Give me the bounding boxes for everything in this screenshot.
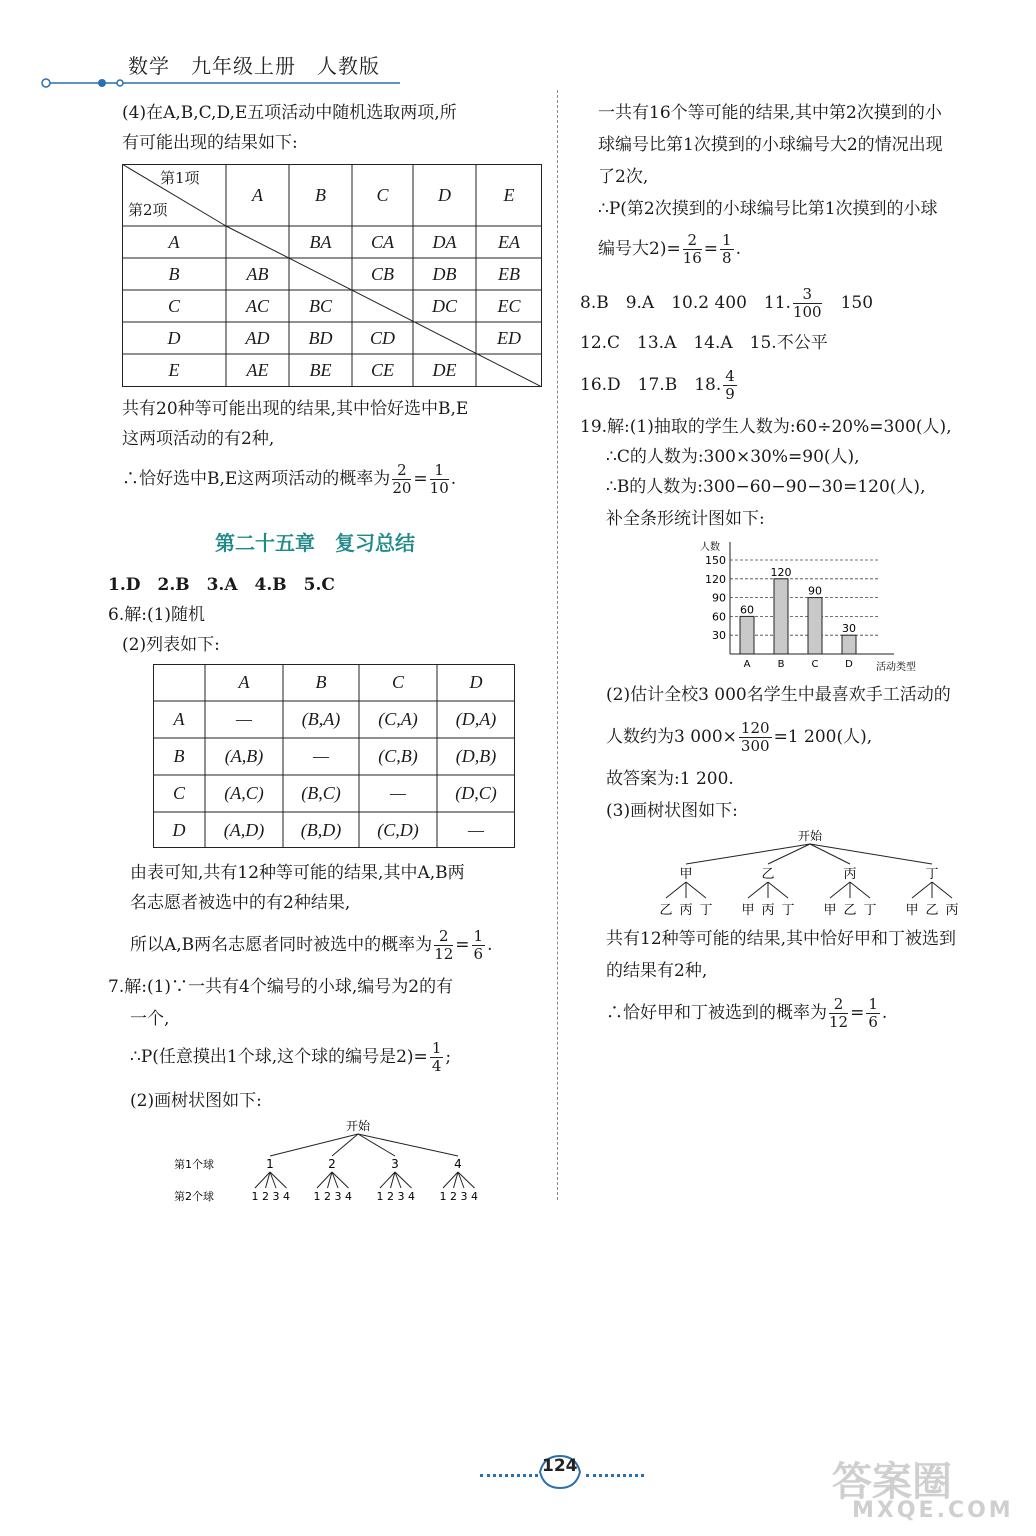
chart-ytick-label: 60 [712,610,726,624]
tree1-level2-node: 3 [334,1190,342,1203]
tree2-level2-node: 甲 [905,903,919,918]
table2-col-header: C [391,672,404,692]
chart-data-label: 60 [740,603,754,617]
tree1-level1-node: 3 [391,1157,399,1171]
tree2-level2-node: 丙 [761,903,775,918]
tree2-level2-node: 甲 [741,903,755,918]
table2-row-header: C [172,783,185,803]
tree2-branch [768,882,788,898]
answers-16-18 [580,368,739,403]
table1-cell: AE [246,360,269,380]
footer-dots-left [480,1474,538,1477]
page-number: 124 [542,1456,578,1476]
tree1-level2-node: 4 [345,1190,352,1203]
tree1-level2-node: 2 [324,1190,331,1203]
table1-cell: EC [497,296,521,316]
table2-cell: — [312,746,329,766]
tree2-branch [912,882,932,898]
tree1-branch [358,1134,395,1156]
table2-row-header: D [172,820,186,840]
tree2-level1-node: 丁 [925,867,939,882]
tree1-level2-node: 1 [376,1190,384,1203]
q19-line6 [606,720,872,755]
table2-col-header: B [315,672,327,692]
chart-ytick-label: 150 [705,554,726,567]
tree2-level2-node: 乙 [659,903,673,918]
q19-line6-text: 人数约为3 000× [606,727,737,747]
chart-data-label: 90 [808,584,822,598]
tree2-branch [932,882,952,898]
answers-8-11-text: 8.B 9.A 10.2 400 11. [580,293,791,313]
chart-xtick-label: D [845,659,853,670]
q19-line3: ∴B的人数为:300−60−90−30=120(人), [606,477,926,497]
table1-cell: CB [370,264,394,284]
table1-cell: DA [432,232,457,252]
table2-row-header: B [173,746,185,766]
tree-diagram-people [650,826,970,922]
r-line3: 了2次, [598,167,649,187]
chart-bar [808,598,822,654]
q19-line5: (2)估计全校3 000名学生中最喜欢手工活动的 [606,685,951,705]
table2-cell: (D,B) [455,746,497,766]
fraction-1-6-b: $\frac{1}{6}$ [868,995,878,1031]
chart-xlabel: 活动类型 [876,662,916,672]
table1-cell: EA [498,232,520,252]
tree2-level2-node: 乙 [925,903,939,918]
table2-cell: (A,B) [224,746,264,766]
q4-intro-line2: 有可能出现的结果如下: [122,133,298,153]
tree1-branch [358,1134,458,1156]
q19-line10: 的结果有2种, [606,961,708,981]
tree2-branch [748,882,768,898]
table1-col-header: A [252,185,263,205]
q4-intro-line1: (4)在A,B,C,D,E五项活动中随机选取两项,所 [122,103,457,123]
table1-cell: AD [245,328,270,348]
tree1-root: 开始 [345,1119,371,1133]
q6-result-line1: 由表可知,共有12种等可能的结果,其中A,B两 [130,863,465,883]
watermark-logo-text: 答案圈 [832,1459,952,1505]
q6-probability: 所以A,B两名志愿者同时被选中的概率为 $\frac{2}{12}$ = $\frac{1}{6}$ . [130,927,493,963]
q19-line2: ∴C的人数为:300×30%=90(人), [606,447,860,467]
fraction-1-4: $\frac{1}{4}$ [431,1039,442,1075]
page-header-title: 数学 九年级上册 人教版 [128,54,380,78]
bar-chart-activity-counts [690,536,930,672]
q19-line11-text: ∴恰好甲和丁被选到的概率为 [606,1003,827,1023]
chart-ylabel: 人数 [700,542,720,553]
fraction-120-300: $\frac{120}{300}$ [740,719,770,755]
q6-part2: (2)列表如下: [122,635,220,655]
tree1-level2-node: 2 [262,1190,269,1203]
footer-dots-right [586,1474,644,1477]
r-line2: 球编号比第1次摸到的小球编号大2的情况出现 [598,135,943,155]
table2-col-header: D [469,672,483,692]
table1-col-header: C [376,185,389,205]
answers-12-15: 12.C 13.A 14.A 15.不公平 [580,333,828,353]
q7-prob-text: ∴P(任意摸出1个球,这个球的编号是2)= [130,1047,428,1067]
table1-cell: DC [431,296,457,316]
r-line1: 一共有16个等可能的结果,其中第2次摸到的小 [598,103,942,123]
tree2-branch [686,882,706,898]
tree1-level2-node: 3 [460,1190,468,1203]
q6-result-line2: 名志愿者被选中的有2种结果, [130,893,351,913]
table1-row-header: B [168,264,180,284]
chart-ytick-label: 90 [712,591,726,605]
fraction-2-16: $\frac{2}{16}$ [682,231,702,267]
q4-result-line2: 这两项活动的有2种, [122,429,275,449]
tree2-level2-node: 甲 [823,903,837,918]
chart-ytick-label: 30 [712,629,726,643]
table2-cell: — [467,820,484,840]
q4-result-line1: 共有20种等可能出现的结果,其中恰好选中B,E [122,399,469,419]
tree2-level2-node: 乙 [843,903,857,918]
r-line4: ∴P(第2次摸到的小球编号比第1次摸到的小球 [598,199,938,219]
chart-ytick-label: 120 [705,572,726,586]
tree2-branch [830,882,850,898]
table2-cell: (B,D) [300,820,342,840]
table1-cell: EB [498,264,520,284]
table2-cell: (C,D) [377,820,419,840]
fraction-2-12: $\frac{2}{12}$ [434,927,454,963]
table1-cell: DE [432,360,457,380]
tree2-level1-node: 甲 [679,867,693,882]
q4-probability: ∴恰好选中B,E这两项活动的概率为 $\frac{2}{20}$ = $\frac{1}{10}$ . [122,461,457,497]
tree1-level1-label: 第1个球 [174,1158,214,1171]
tree1-level2-node: 4 [408,1190,415,1203]
chart-bar [774,579,788,654]
table1-cell: AB [246,264,269,284]
tree1-level2-node: 4 [471,1190,478,1203]
table2-cell: (D,A) [455,709,497,729]
q7-probability: ∴P(任意摸出1个球,这个球的编号是2)= $\frac{1}{4}$ ; [130,1039,452,1075]
table2-row-header: A [173,709,185,729]
fraction-1-6: $\frac{1}{6}$ [473,927,484,963]
table1-col-header: B [315,185,326,205]
tree1-level2-label: 第2个球 [174,1190,214,1203]
chapter-section-title: 第二十五章 复习总结 [215,531,415,555]
table1-cell: BD [308,328,333,348]
q19-line8: (3)画树状图如下: [606,801,738,821]
table1-corner-bottom: 第2项 [128,201,168,219]
q19-line9: 共有12种等可能的结果,其中恰好甲和丁被选到 [606,929,957,949]
table2-cell: (B,A) [301,709,341,729]
chart-xtick-label: A [743,659,751,670]
table1-cell: AC [245,296,269,316]
table1-cell: BA [309,232,332,252]
answer-150: 150 [840,293,874,313]
tree2-branch [810,844,932,864]
q6-part1: 6.解:(1)随机 [108,605,206,625]
tree1-level2-node: 1 [251,1190,259,1203]
q7-tree-intro: (2)画树状图如下: [130,1091,262,1111]
header-decor-line [40,72,400,94]
chart-bar [842,635,856,654]
tree2-root: 开始 [797,829,823,843]
table2-cell: (B,C) [301,783,341,803]
q19-line7: 故答案为:1 200. [606,769,734,789]
answers-1-5: 1.D 2.B 3.A 4.B 5.C [108,575,335,595]
r5-text: 编号大2)= [598,239,681,259]
table2-cell: (A,C) [224,783,264,803]
tree1-level2-node: 1 [313,1190,321,1203]
table1-cell: ED [497,328,521,348]
table2-cell: — [389,783,406,803]
tree1-level1-node: 1 [266,1157,274,1171]
tree2-branch [686,844,810,864]
tree2-level1-node: 丙 [843,867,857,882]
table2-cell: (C,B) [378,746,418,766]
chart-bar [740,616,754,654]
fraction-1-10: $\frac{1}{10}$ [429,461,449,497]
tree2-level2-node: 丁 [699,903,713,918]
r-line5-probability: 编号大2)= $\frac{2}{16}$ = $\frac{1}{8}$ . [598,231,741,267]
table1-col-header: D [438,185,451,205]
table2-cell: — [235,709,252,729]
chart-xtick-label: C [811,659,819,670]
answers-8-11 [580,286,873,321]
table1-cell: BE [309,360,332,380]
column-divider [557,90,558,1200]
table1-row-header: E [168,360,180,380]
fraction-4-9: $\frac{4}{9}$ [725,367,735,403]
tree2-level1-node: 乙 [761,867,775,882]
chart-data-label: 30 [842,622,856,636]
table1-row-header: A [168,232,180,252]
table1-cell: CD [369,328,395,348]
fraction-3-100: $\frac{3}{100}$ [792,285,822,321]
table2-col-header: A [238,672,250,692]
tree1-level2-node: 4 [283,1190,290,1203]
tree1-level2-node: 2 [387,1190,394,1203]
table2-cell: (A,D) [223,820,265,840]
tree1-level2-node: 3 [397,1190,405,1203]
q19-line6-tail: =1 200(人), [773,727,873,747]
q7-line1: 7.解:(1)∵一共有4个编号的小球,编号为2的有 [108,977,454,997]
answers-16-18-text: 16.D 17.B 18. [580,375,722,395]
q7-line2: 一个, [130,1009,170,1029]
table1-cell: DB [432,264,457,284]
tree1-level1-node: 4 [454,1157,462,1171]
q4-prob-text: ∴恰好选中B,E这两项活动的概率为 [122,469,391,489]
table1-col-header: E [503,185,515,205]
table1-corner-top: 第1项 [160,169,200,187]
table1-row-header: C [167,296,180,316]
table1-cell: CA [370,232,394,252]
tree2-level2-node: 丙 [679,903,693,918]
tree1-level2-node: 1 [439,1190,447,1203]
q6-prob-text: 所以A,B两名志愿者同时被选中的概率为 [130,935,433,955]
tree2-branch [850,882,870,898]
tree-diagram-balls [170,1116,500,1206]
fraction-2-12-b: $\frac{2}{12}$ [829,995,849,1031]
tree2-level2-node: 丙 [945,903,959,918]
table2-cell: (C,A) [378,709,418,729]
table2-cell: (D,C) [455,783,497,803]
table1-cell: BC [308,296,332,316]
chart-xtick-label: B [777,659,785,670]
tree1-level2-node: 2 [450,1190,457,1203]
tree2-branch [666,882,686,898]
table1-cell: CE [370,360,394,380]
tree2-level2-node: 丁 [863,903,877,918]
tree1-level2-node: 3 [272,1190,280,1203]
fraction-1-8: $\frac{1}{8}$ [722,231,732,267]
chart-data-label: 120 [770,565,792,579]
tree2-level2-node: 丁 [781,903,795,918]
watermark-url: MXQE.COM [852,1498,1014,1523]
fraction-2-20: $\frac{2}{20}$ [392,461,412,497]
q19-line1: 19.解:(1)抽取的学生人数为:60÷20%=300(人), [580,417,952,437]
q19-line4: 补全条形统计图如下: [606,509,765,529]
tree1-level1-node: 2 [328,1157,336,1171]
table1-row-header: D [167,328,181,348]
q19-line11: ∴恰好甲和丁被选到的概率为 $\frac{2}{12}$ = $\frac{1}{6}$ . [606,995,888,1031]
